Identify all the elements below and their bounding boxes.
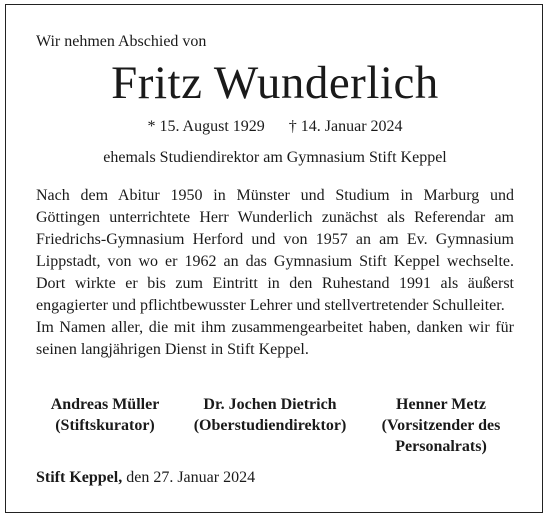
place-and-date [36,469,255,487]
signatory-3 [372,394,510,457]
intro-text: Wir nehmen Abschied von [36,33,207,50]
signatory-title: (Vorsitzender des [381,417,501,434]
obituary-paragraph-2: Im Namen aller, die mit ihm zusammengearbeitet haben, danken wir für seinen langjährigen Dienst in Stift Keppel. [36,319,514,358]
signatory-2 [182,394,358,436]
signatory-name: Dr. Jochen Dietrich [203,396,337,413]
deceased-name: Fritz Wunderlich [111,57,439,109]
signatory-title-continued: Personalrats) [395,438,487,455]
life-dates [0,118,550,136]
signatory-name: Henner Metz [396,396,486,413]
death-date: † 14. Januar 2024 [288,118,403,135]
obituary-paragraph-1: Nach dem Abitur 1950 in Münster und Studium in Marburg und Göttingen unterrichtete Herr Wunderlich zunächst als Referendar am Friedrichs-Gymnasium Herford und von 1957 an am Ev. Gymnasium Lippstadt, von wo er 1962 an das Gymnasium Stift Keppel wechselte. Dort wirkte er bis zum Eintritt in den Ruhestand 1991 als äußerst engagierter und pflichtbewusster Lehrer und stellvertretender Schulleiter. [36,187,514,314]
place: Stift Keppel, [36,469,123,486]
birth-date: * 15. August 1929 [147,118,265,135]
signatory-name: Andreas Müller [50,396,160,413]
signatory-title: (Oberstudiendirektor) [193,417,347,434]
former-role: ehemals Studiendirektor am Gymnasium Stift Keppel [103,149,447,166]
date: den 27. Januar 2024 [126,469,256,486]
signatory-1 [40,394,170,436]
signatory-title: (Stiftskurator) [55,417,155,434]
obituary-body [36,185,514,361]
